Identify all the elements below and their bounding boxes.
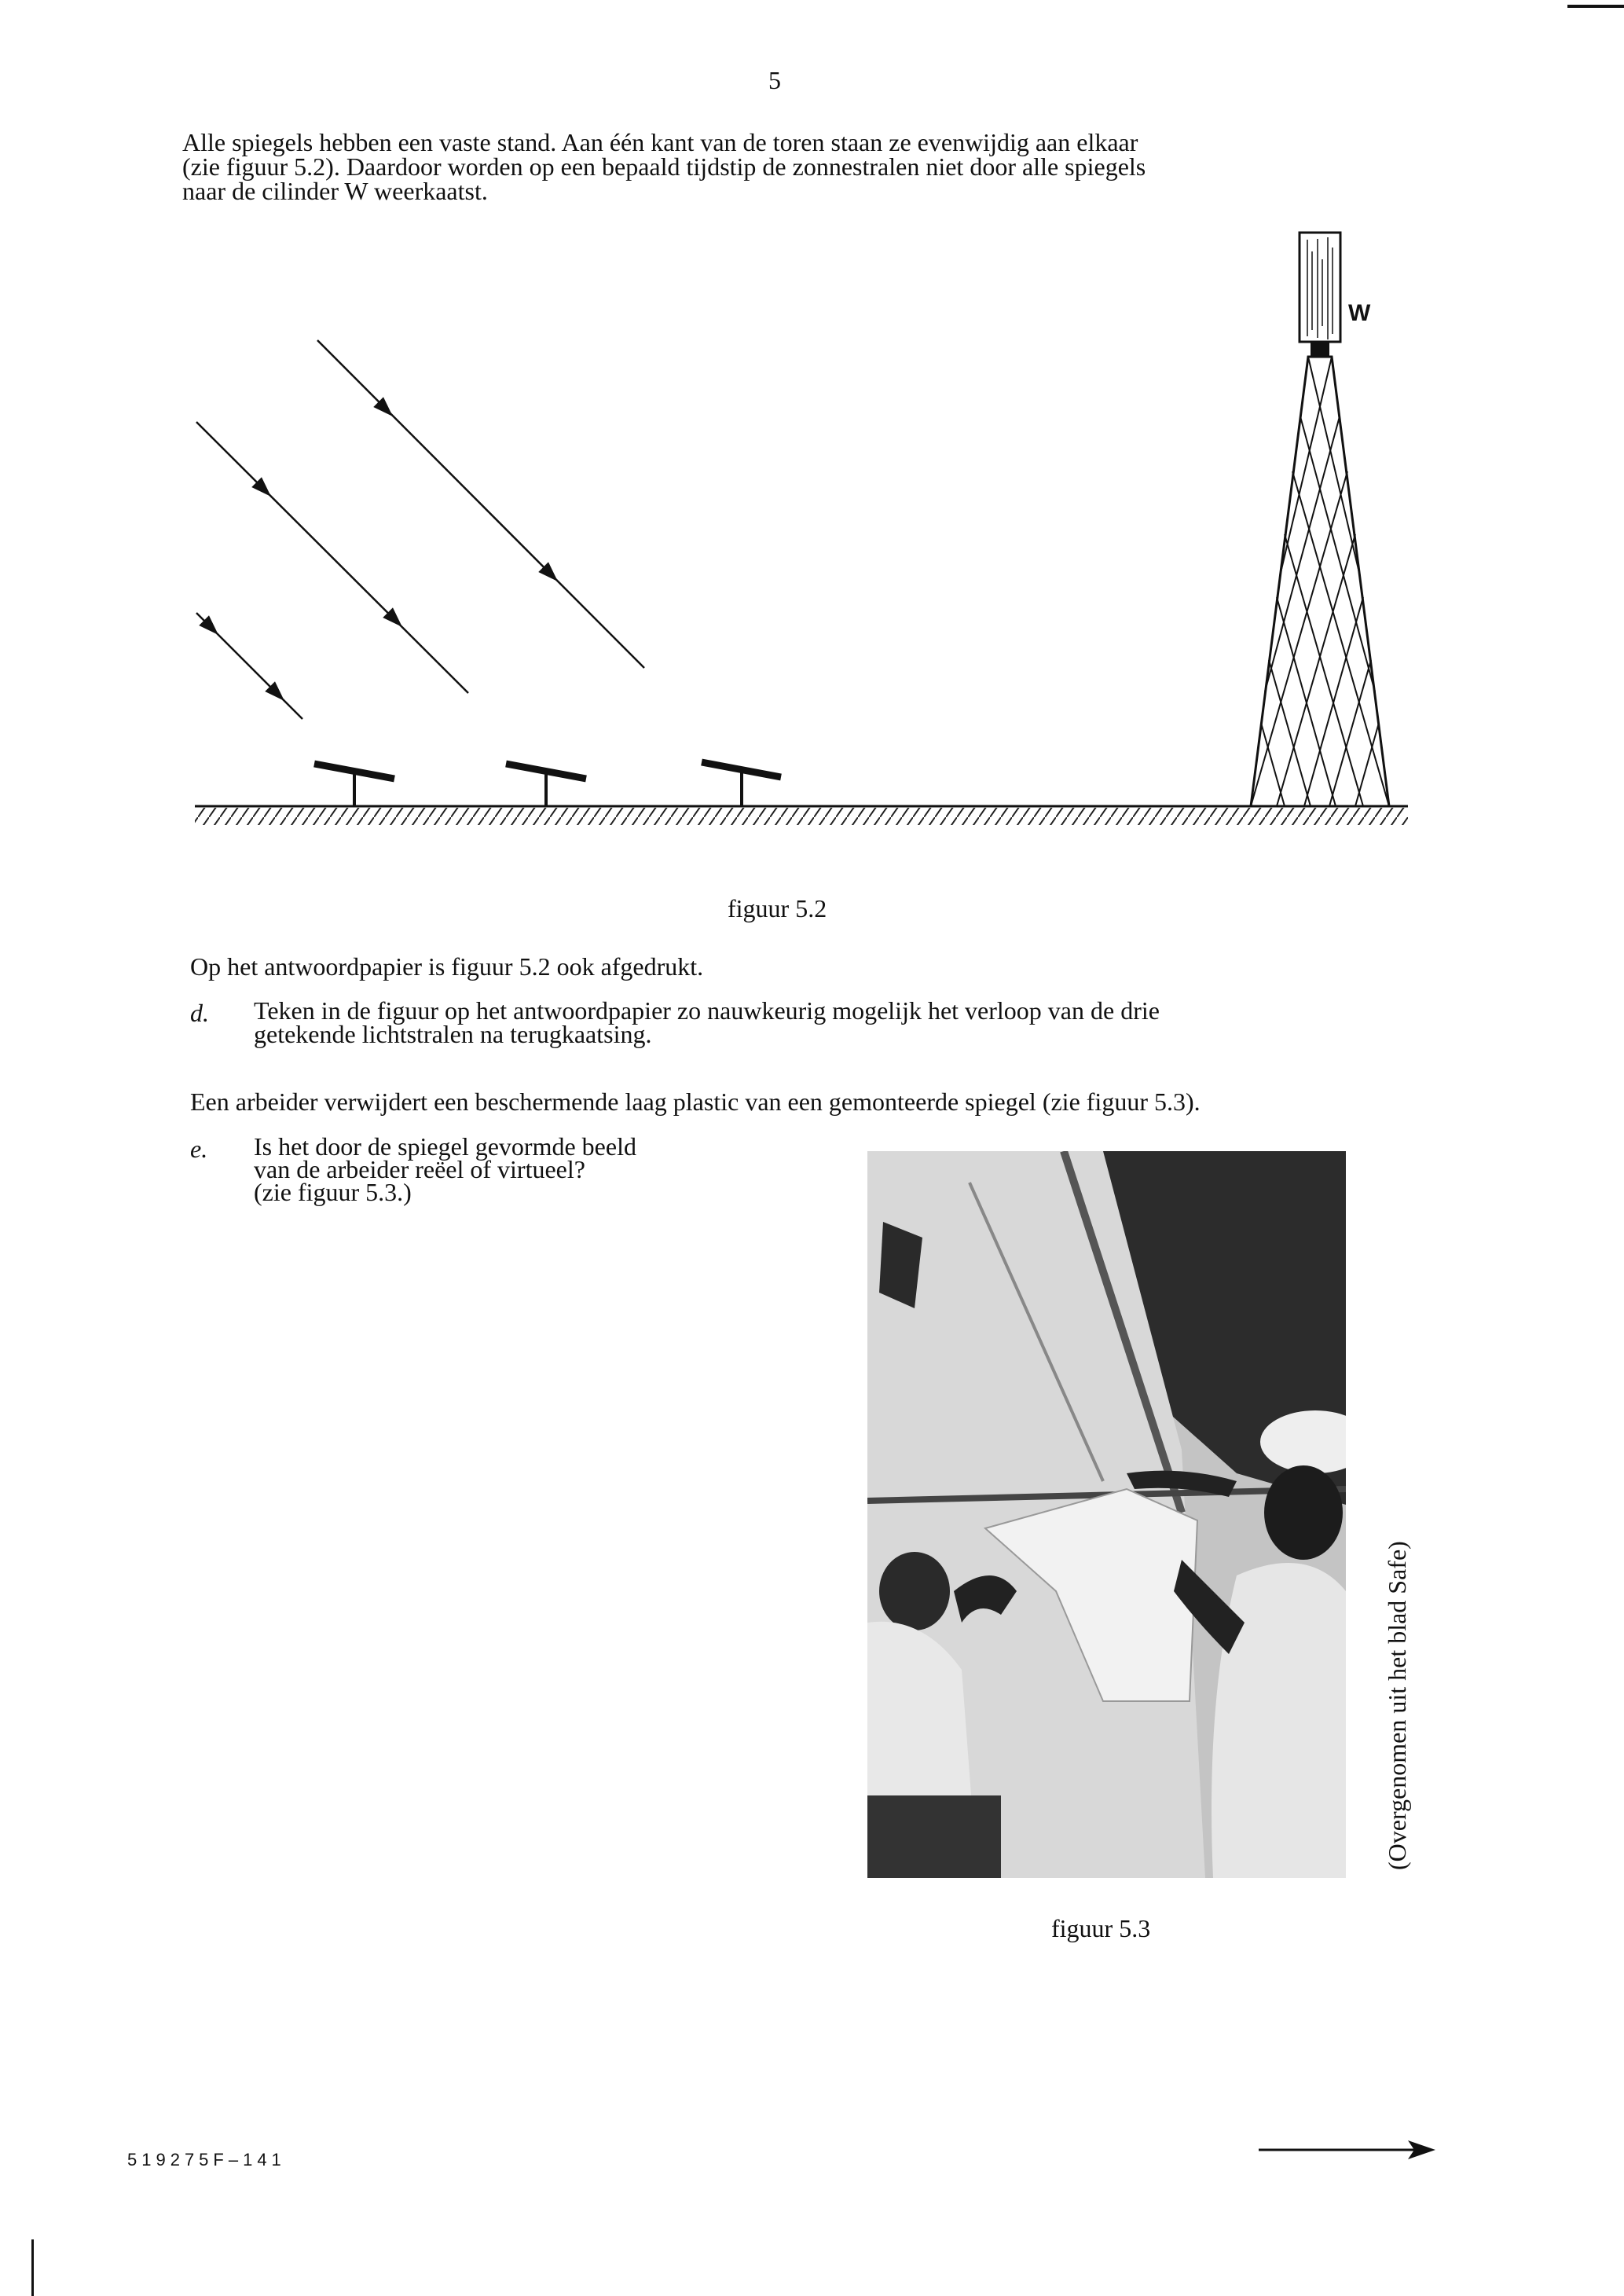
question-e-text	[254, 1132, 636, 1206]
question-e-line: Is het door de spiegel gevormde beeld	[254, 1132, 636, 1161]
ground	[195, 806, 1408, 825]
page-number: 5	[768, 66, 781, 94]
answer-sheet-note: Op het antwoordpapier is figuur 5.2 ook afgedrukt.	[190, 952, 704, 981]
intro-line: naar de cilinder W weerkaatst.	[182, 177, 488, 205]
question-d-text	[254, 996, 1160, 1048]
intro-line: Alle spiegels hebben een vaste stand. Aan één kant van de toren staan ze evenwijdig aan elkaar	[182, 128, 1138, 156]
tower-label: W	[1348, 300, 1371, 326]
figure-5-3-caption: figuur 5.3	[1051, 1914, 1151, 1942]
question-d-label: d.	[190, 999, 209, 1027]
worker-sentence: Een arbeider verwijdert een beschermende laag plastic van een gemonteerde spiegel (zie figuur 5.3).	[190, 1087, 1201, 1116]
figure-5-3-photo	[867, 1151, 1346, 1878]
corner-mark	[1567, 5, 1624, 8]
source-credit: (Overgenomen uit het blad Safe)	[1383, 1541, 1411, 1870]
light-ray	[317, 340, 644, 668]
next-page-arrow-icon	[1259, 2134, 1439, 2166]
question-e-line: van de arbeider reëel of virtueel?	[254, 1155, 585, 1183]
mirror	[506, 764, 586, 806]
question-d-line: Teken in de figuur op het antwoordpapier zo nauwkeurig mogelijk het verloop van de drie	[254, 996, 1160, 1025]
light-ray	[196, 613, 302, 719]
mirror	[314, 764, 394, 806]
margin-mark	[31, 2239, 34, 2296]
question-d-line: getekende lichtstralen na terugkaatsing.	[254, 1020, 652, 1048]
figure-5-2-caption: figuur 5.2	[728, 894, 827, 922]
mirror	[702, 762, 781, 806]
question-e-line: (zie figuur 5.3.)	[254, 1178, 412, 1206]
document-code: 519275F–141	[127, 2150, 286, 2169]
question-e-label: e.	[190, 1135, 208, 1163]
tower	[1251, 233, 1389, 806]
figure-5-2-diagram	[0, 0, 1624, 880]
worker-photo-illustration	[867, 1151, 1346, 1878]
intro-line: (zie figuur 5.2). Daardoor worden op een bepaald tijdstip de zonnestralen niet door alle spiegels	[182, 152, 1146, 181]
